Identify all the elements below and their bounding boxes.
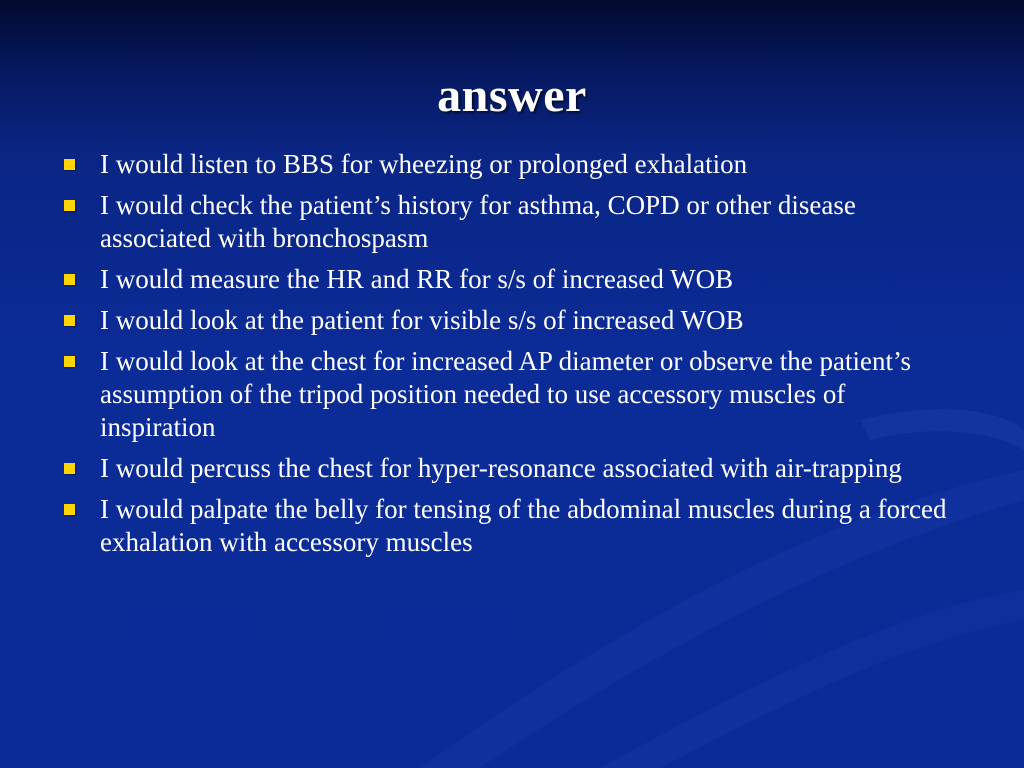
square-bullet-icon bbox=[64, 315, 75, 326]
bullet-list bbox=[60, 148, 960, 567]
bullet-item bbox=[60, 263, 960, 296]
square-bullet-icon bbox=[64, 274, 75, 285]
bullet-item bbox=[60, 304, 960, 337]
bullet-text: I would look at the chest for increased AP diameter or observe the patient’s assumption of the tripod position needed to use accessory muscles of inspiration bbox=[100, 346, 912, 442]
bullet-text: I would listen to BBS for wheezing or prolonged exhalation bbox=[100, 149, 748, 179]
slide-title: answer bbox=[437, 69, 587, 122]
bullet-item bbox=[60, 452, 960, 485]
bullet-text: I would percuss the chest for hyper-resonance associated with air-trapping bbox=[100, 453, 902, 483]
square-bullet-icon bbox=[64, 200, 75, 211]
bullet-item bbox=[60, 148, 960, 181]
bullet-text: I would measure the HR and RR for s/s of increased WOB bbox=[100, 264, 734, 294]
bullet-item bbox=[60, 189, 960, 255]
bullet-text: I would palpate the belly for tensing of the abdominal muscles during a forced exhalation with accessory muscles bbox=[100, 494, 947, 557]
square-bullet-icon bbox=[64, 504, 75, 515]
square-bullet-icon bbox=[64, 159, 75, 170]
bullet-text: I would look at the patient for visible s/s of increased WOB bbox=[100, 305, 744, 335]
bullet-text: I would check the patient’s history for asthma, COPD or other disease associated with bronchospasm bbox=[100, 190, 856, 253]
square-bullet-icon bbox=[64, 463, 75, 474]
square-bullet-icon bbox=[64, 356, 75, 367]
bullet-item bbox=[60, 345, 960, 444]
bullet-item bbox=[60, 493, 960, 559]
